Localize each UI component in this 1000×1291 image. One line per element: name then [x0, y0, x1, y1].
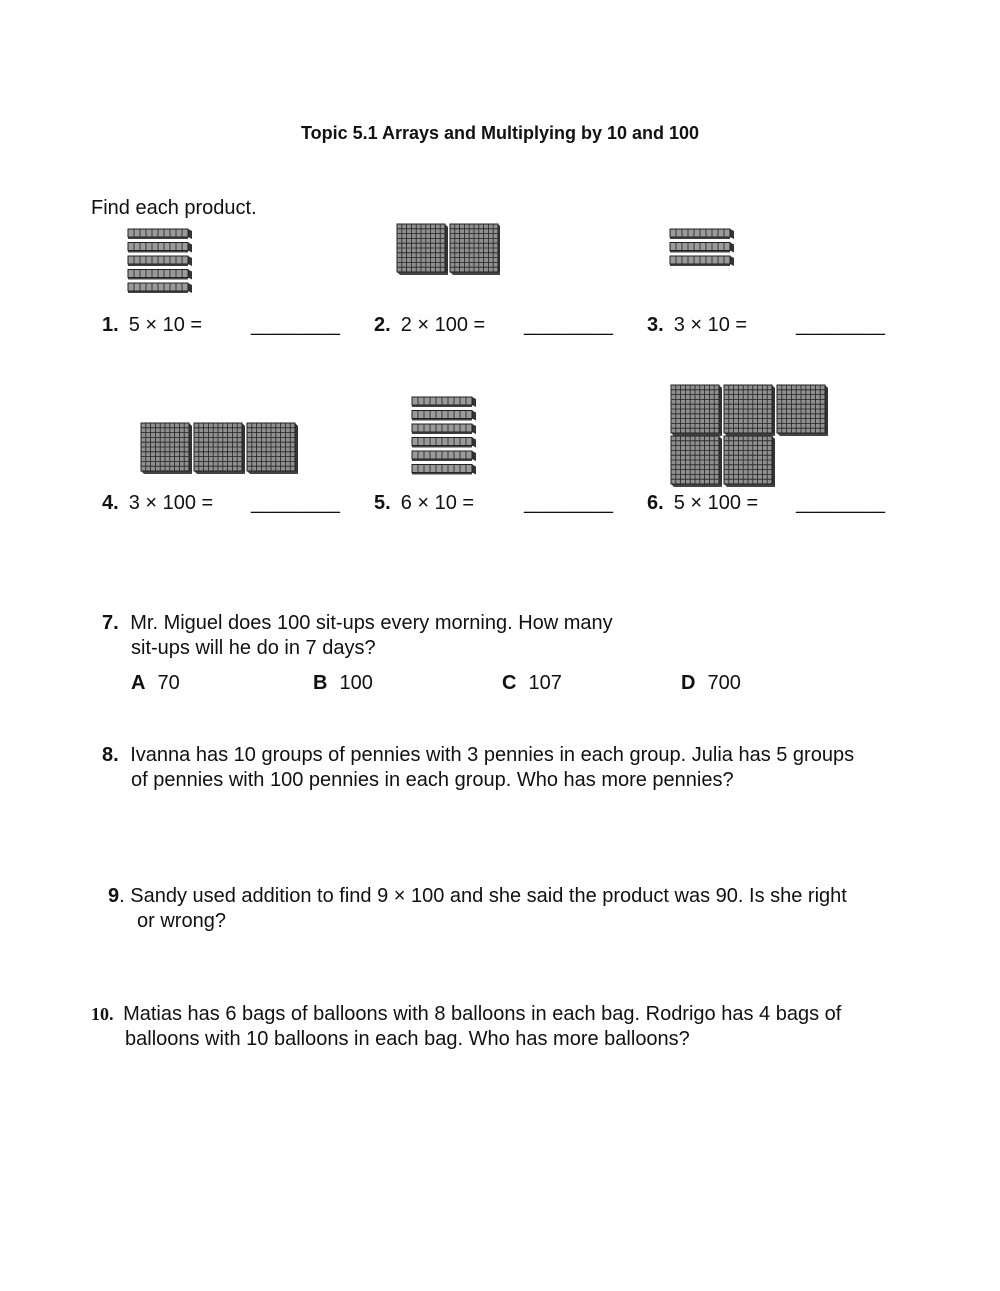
ten-rod — [128, 283, 192, 293]
ten-rod — [128, 270, 192, 280]
option-value: 107 — [528, 672, 562, 694]
problem-expression: 3 × 100 = — [128, 492, 214, 514]
problem-expression: 3 × 10 = — [673, 314, 748, 336]
problem-expression: 5 × 10 = — [128, 314, 203, 336]
question-text-line-1: Matias has 6 bags of balloons with 8 balloons in each bag. Rodrigo has 4 bags of — [123, 1003, 842, 1025]
rods-image-3 — [669, 228, 735, 270]
page-title: Topic 5.1 Arrays and Multiplying by 10 and 100 — [300, 123, 700, 143]
ten-rod — [670, 229, 734, 239]
ten-rod — [412, 424, 476, 434]
hundred-flat — [671, 385, 722, 436]
problem-expression: 5 × 100 = — [673, 492, 759, 514]
option-letter: C — [502, 672, 517, 694]
ten-rod — [412, 465, 476, 475]
answer-blank-6[interactable]: ________ — [796, 492, 885, 514]
problem-number: 1. — [102, 314, 119, 336]
flats-image-4 — [140, 422, 298, 476]
hundred-flat — [724, 385, 775, 436]
ten-rod — [128, 256, 192, 266]
answer-blank-2[interactable]: ________ — [524, 314, 613, 336]
option-value: 700 — [707, 672, 741, 694]
question-text-line-1: Ivanna has 10 groups of pennies with 3 pennies in each group. Julia has 5 groups — [130, 744, 855, 766]
hundred-flat — [671, 436, 722, 487]
question-7-line-2: sit-ups will he do in 7 days? — [131, 637, 376, 659]
answer-blank-4[interactable]: ________ — [251, 492, 340, 514]
problem-5 — [374, 492, 474, 515]
question-number: 8. — [102, 744, 119, 766]
question-8-line-2: of pennies with 100 pennies in each group. Who has more pennies? — [131, 769, 734, 791]
option-letter: B — [313, 672, 328, 694]
problem-2 — [374, 314, 485, 337]
problem-number: 6. — [647, 492, 664, 514]
hundred-flat — [397, 224, 448, 275]
ten-rod — [128, 229, 192, 239]
problem-number: 4. — [102, 492, 119, 514]
option-letter: A — [131, 672, 146, 694]
problem-number: 2. — [374, 314, 391, 336]
problem-expression: 6 × 10 = — [400, 492, 475, 514]
problem-6 — [647, 492, 758, 515]
hundred-flat — [450, 224, 500, 275]
question-number: 9 — [108, 885, 120, 907]
rods-image-1 — [127, 228, 193, 298]
problem-number: 5. — [374, 492, 391, 514]
problem-3 — [647, 314, 747, 337]
answer-blank-1[interactable]: ________ — [251, 314, 340, 336]
hundred-flat — [777, 385, 828, 436]
question-10-line-2: balloons with 10 balloons in each bag. Who has more balloons? — [125, 1028, 690, 1050]
question-8 — [102, 743, 854, 768]
question-number: 10. — [91, 1004, 114, 1024]
ten-rod — [412, 451, 476, 461]
hundred-flat — [247, 423, 298, 474]
flats-image-6 — [670, 384, 830, 488]
option-a[interactable] — [131, 672, 180, 695]
hundred-flat — [724, 436, 775, 487]
ten-rod — [412, 397, 476, 407]
answer-blank-5[interactable]: ________ — [524, 492, 613, 514]
hundred-flat — [194, 423, 245, 474]
instructions: Find each product. — [91, 197, 257, 219]
option-b[interactable] — [313, 672, 373, 695]
ten-rod — [670, 256, 734, 266]
question-number: 7. — [102, 612, 119, 634]
question-text-line-1: . Sandy used addition to find 9 × 100 and she said the product was 90. Is she right — [119, 885, 847, 907]
ten-rod — [412, 438, 476, 448]
problem-number: 3. — [647, 314, 664, 336]
option-letter: D — [681, 672, 696, 694]
problem-4 — [102, 492, 213, 515]
option-d[interactable] — [681, 672, 741, 695]
answer-blank-3[interactable]: ________ — [796, 314, 885, 336]
problem-1 — [102, 314, 202, 337]
ten-rod — [128, 243, 192, 253]
flats-image-2 — [396, 223, 500, 277]
hundred-flat — [141, 423, 192, 474]
question-9 — [108, 884, 847, 909]
option-c[interactable] — [502, 672, 562, 695]
question-10 — [91, 1002, 841, 1027]
question-9-line-2: or wrong? — [137, 910, 226, 932]
question-text-line-1: Mr. Miguel does 100 sit-ups every morning. How many — [130, 612, 613, 634]
ten-rod — [670, 243, 734, 253]
question-7 — [102, 611, 613, 636]
ten-rod — [412, 411, 476, 421]
rods-image-5 — [411, 396, 477, 480]
problem-expression: 2 × 100 = — [400, 314, 486, 336]
option-value: 100 — [339, 672, 373, 694]
option-value: 70 — [157, 672, 180, 694]
